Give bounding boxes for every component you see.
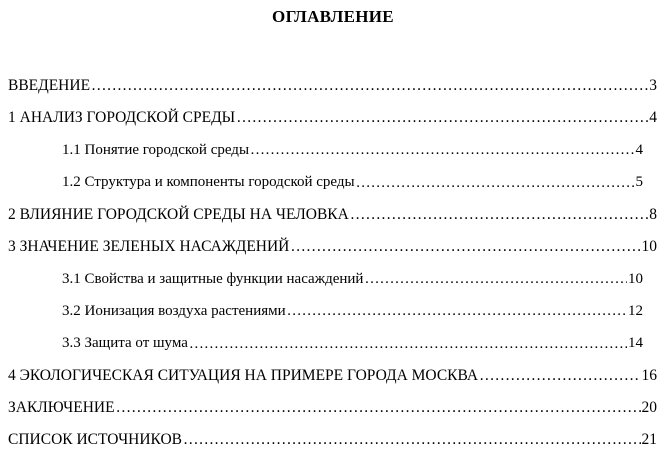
toc-entry-page: 4 [635,141,643,158]
toc-dot-leader [479,367,640,385]
toc-entry-page: 8 [649,205,657,223]
toc-dot-leader [116,399,641,417]
toc-entry-page: 3 [649,77,657,95]
toc-entry-page: 10 [628,270,643,287]
toc-entry-label: ЗАКЛЮЧЕНИЕ [8,398,115,416]
toc-subentry [0,295,666,327]
toc-entry [0,70,666,102]
toc-entry-label: 2 ВЛИЯНИЕ ГОРОДСКОЙ СРЕДЫ НА ЧЕЛОВКА [8,205,349,223]
toc-dot-leader [189,335,627,353]
toc-subentry [0,167,666,199]
toc-entry [0,102,666,134]
toc-dot-leader [364,270,627,288]
toc-subentry [0,328,666,360]
toc-entry-label: ВВЕДЕНИЕ [8,77,91,95]
toc-dot-leader [91,77,648,95]
toc-entry-page: 5 [635,174,643,191]
toc-entry-label: 1 АНАЛИЗ ГОРОДСКОЙ СРЕДЫ [8,109,236,127]
toc-entry-label: 3.1 Свойства и защитные функции насаждений [62,270,364,287]
toc-entry-page: 4 [649,109,657,127]
toc-entry-page: 14 [628,335,643,352]
toc-entry-label: 1.2 Структура и компоненты городской среды [62,174,355,191]
toc-dot-leader [356,174,635,192]
toc-entry-label: СПИСОК ИСТОЧНИКОВ [8,431,183,449]
toc-entry [0,424,666,456]
toc-dot-leader [236,109,648,127]
toc-entry [0,199,666,231]
toc-entry [0,360,666,392]
toc-entry-page: 16 [641,366,657,384]
toc-dot-leader [250,141,634,159]
toc-subentry [0,263,666,295]
table-of-contents [0,70,666,456]
toc-dot-leader [183,431,640,449]
toc-subentry [0,134,666,166]
toc-entry-page: 20 [641,398,657,416]
toc-dot-leader [350,206,648,224]
toc-dot-leader [287,302,627,320]
toc-entry [0,392,666,424]
toc-entry-label: 3 ЗНАЧЕНИЕ ЗЕЛЕНЫХ НАСАЖДЕНИЙ [8,238,290,256]
toc-entry-page: 12 [628,302,643,319]
toc-entry-label: 4 ЭКОЛОГИЧЕСКАЯ СИТУАЦИЯ НА ПРИМЕРЕ ГОРОДА МОСКВА [8,366,479,384]
toc-entry-label: 3.2 Ионизация воздуха растениями [62,302,286,319]
toc-entry-page: 10 [641,238,657,256]
toc-entry-label: 3.3 Защита от шума [62,335,188,352]
toc-title: ОГЛАВЛЕНИЕ [272,7,394,26]
toc-entry [0,231,666,263]
toc-entry-label: 1.1 Понятие городской среды [62,141,250,158]
toc-entry-page: 21 [641,431,657,449]
toc-dot-leader [290,238,640,256]
